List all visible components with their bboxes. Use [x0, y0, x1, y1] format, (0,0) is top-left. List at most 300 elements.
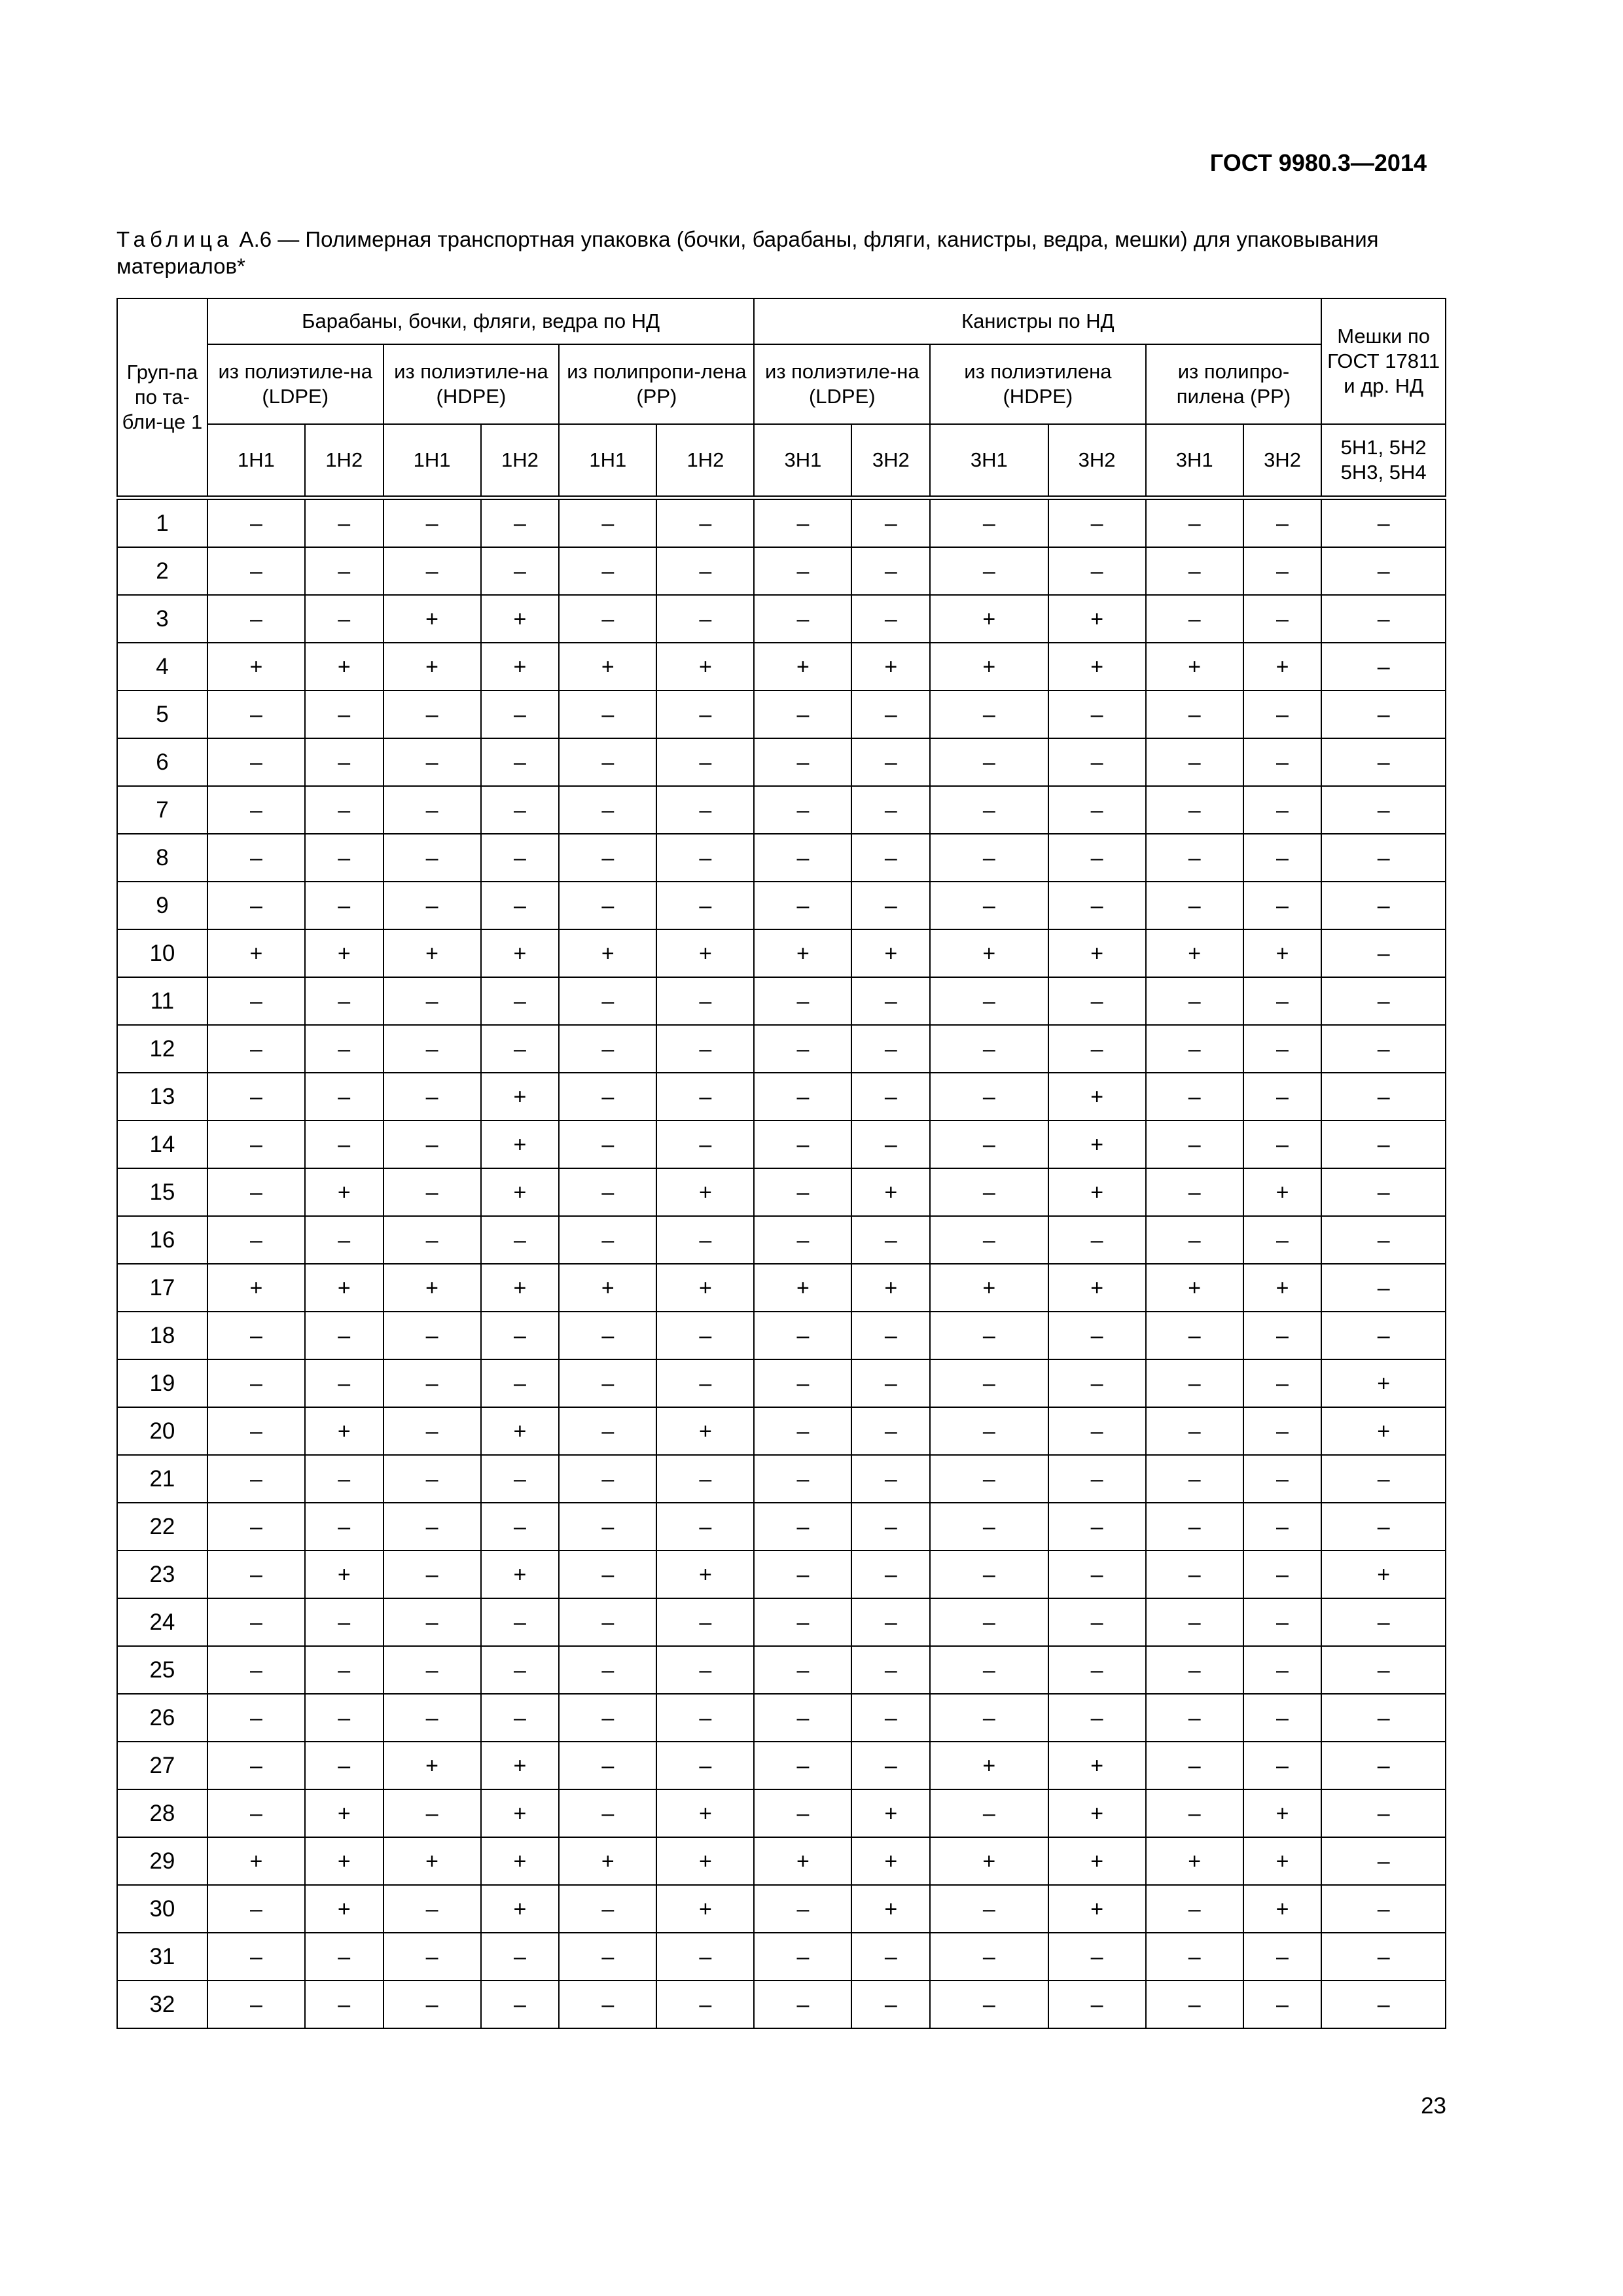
header-drums: Барабаны, бочки, фляги, ведра по НД: [207, 298, 755, 344]
table-cell: –: [481, 1359, 560, 1407]
table-cell: –: [851, 1455, 930, 1503]
subheader-drums-hdpe: из полиэтиле-на (HDPE): [383, 344, 560, 424]
table-cell: –: [1321, 1742, 1446, 1789]
table-cell: –: [207, 1885, 305, 1933]
table-cell: –: [383, 1359, 481, 1407]
table-cell: –: [1048, 1503, 1146, 1551]
table-cell: –: [1146, 786, 1243, 834]
table-cell: +: [559, 1837, 656, 1885]
table-row: [117, 1407, 1446, 1455]
table-cell: –: [1243, 1121, 1322, 1168]
subheader-canisters-pp: из полипро-пилена (PP): [1146, 344, 1322, 424]
table-cell: +: [851, 1264, 930, 1312]
table-cell: –: [305, 1312, 383, 1359]
table-cell: –: [207, 1359, 305, 1407]
table-cell: –: [851, 498, 930, 548]
table-cell: –: [1321, 1121, 1446, 1168]
table-cell: –: [383, 1073, 481, 1121]
code-header: 3H1: [930, 424, 1048, 498]
table-cell: +: [656, 1264, 754, 1312]
table-cell: –: [754, 834, 851, 882]
table-cell: –: [559, 498, 656, 548]
table-cell: –: [383, 1933, 481, 1981]
table-cell: –: [1146, 1551, 1243, 1598]
table-cell: –: [1321, 1168, 1446, 1216]
table-cell: –: [305, 1981, 383, 2028]
table-cell: –: [559, 1121, 656, 1168]
table-cell: +: [481, 1885, 560, 1933]
table-row: [117, 1885, 1446, 1933]
table-cell: –: [1146, 547, 1243, 595]
table-cell: –: [207, 834, 305, 882]
table-cell: –: [383, 1503, 481, 1551]
table-cell: –: [851, 595, 930, 643]
table-cell: –: [1146, 1789, 1243, 1837]
table-cell: –: [1048, 1598, 1146, 1646]
table-cell: –: [930, 1121, 1048, 1168]
subheader-drums-ldpe: из полиэтиле-на (LDPE): [207, 344, 383, 424]
table-cell: –: [1243, 786, 1322, 834]
table-cell: –: [851, 1503, 930, 1551]
table-cell: –: [930, 1025, 1048, 1073]
table-cell: –: [305, 547, 383, 595]
table-cell: –: [754, 1312, 851, 1359]
group-number: 12: [117, 1025, 207, 1073]
table-cell: +: [754, 1837, 851, 1885]
table-cell: –: [754, 1646, 851, 1694]
table-cell: –: [1243, 1359, 1322, 1407]
table-cell: –: [481, 882, 560, 929]
table-row: [117, 1168, 1446, 1216]
table-cell: –: [1321, 1837, 1446, 1885]
table-cell: –: [207, 786, 305, 834]
table-row: [117, 1933, 1446, 1981]
table-cell: –: [851, 691, 930, 738]
table-cell: +: [1048, 1121, 1146, 1168]
table-cell: –: [207, 738, 305, 786]
table-cell: –: [851, 1598, 930, 1646]
table-cell: –: [930, 1981, 1048, 2028]
subheader-canisters-hdpe: из полиэтилена (HDPE): [930, 344, 1146, 424]
table-cell: –: [930, 1694, 1048, 1742]
table-cell: –: [851, 1694, 930, 1742]
table-cell: +: [754, 1264, 851, 1312]
table-cell: +: [207, 643, 305, 691]
table-cell: +: [930, 1742, 1048, 1789]
table-cell: –: [383, 691, 481, 738]
table-cell: –: [754, 1216, 851, 1264]
table-cell: –: [930, 1598, 1048, 1646]
table-cell: –: [559, 1407, 656, 1455]
table-cell: –: [1321, 1073, 1446, 1121]
table-cell: +: [305, 929, 383, 977]
table-cell: +: [930, 595, 1048, 643]
table-cell: –: [1321, 1503, 1446, 1551]
subheader-drums-pp: из полипропи-лена (PP): [559, 344, 754, 424]
table-cell: –: [559, 595, 656, 643]
table-cell: –: [481, 1216, 560, 1264]
table-cell: –: [207, 1933, 305, 1981]
table-cell: –: [930, 1885, 1048, 1933]
table-cell: +: [1243, 1885, 1322, 1933]
table-cell: –: [207, 1789, 305, 1837]
table-cell: –: [754, 786, 851, 834]
table-cell: –: [851, 1312, 930, 1359]
table-cell: –: [1243, 738, 1322, 786]
table-row: [117, 547, 1446, 595]
table-cell: –: [207, 1551, 305, 1598]
table-cell: –: [1146, 1073, 1243, 1121]
subheader-canisters-ldpe: из полиэтиле-на (LDPE): [754, 344, 930, 424]
table-cell: –: [559, 1025, 656, 1073]
table-cell: –: [1048, 1407, 1146, 1455]
table-cell: –: [754, 1455, 851, 1503]
group-number: 26: [117, 1694, 207, 1742]
table-cell: –: [1048, 498, 1146, 548]
table-cell: –: [1048, 786, 1146, 834]
table-cell: +: [481, 595, 560, 643]
table-cell: –: [383, 498, 481, 548]
table-cell: –: [207, 882, 305, 929]
table-row: [117, 834, 1446, 882]
table-cell: –: [559, 1789, 656, 1837]
table-cell: –: [1243, 498, 1322, 548]
table-cell: –: [207, 1981, 305, 2028]
table-cell: +: [656, 1885, 754, 1933]
table-cell: –: [207, 1455, 305, 1503]
table-cell: –: [1321, 1455, 1446, 1503]
table-cell: +: [1321, 1407, 1446, 1455]
table-cell: +: [305, 1885, 383, 1933]
table-cell: –: [1048, 1933, 1146, 1981]
table-cell: –: [930, 977, 1048, 1025]
table-row: [117, 1455, 1446, 1503]
table-cell: +: [656, 1837, 754, 1885]
table-cell: –: [930, 1359, 1048, 1407]
table-cell: +: [1146, 643, 1243, 691]
table-row: [117, 595, 1446, 643]
table-cell: –: [559, 547, 656, 595]
table-cell: –: [851, 1025, 930, 1073]
table-cell: –: [656, 691, 754, 738]
table-cell: –: [207, 977, 305, 1025]
group-number: 3: [117, 595, 207, 643]
group-number: 29: [117, 1837, 207, 1885]
table-row: [117, 1598, 1446, 1646]
group-number: 8: [117, 834, 207, 882]
table-cell: –: [1146, 595, 1243, 643]
table-cell: –: [930, 1551, 1048, 1598]
table-cell: –: [851, 1216, 930, 1264]
table-cell: –: [1321, 498, 1446, 548]
table-cell: –: [1321, 691, 1446, 738]
table-cell: +: [1048, 1073, 1146, 1121]
table-cell: –: [1048, 1694, 1146, 1742]
table-cell: –: [1048, 691, 1146, 738]
code-header: 3H2: [851, 424, 930, 498]
code-header: 1H2: [305, 424, 383, 498]
table-cell: –: [559, 1981, 656, 2028]
page-number: 23: [1421, 2093, 1446, 2119]
table-cell: +: [207, 929, 305, 977]
table-row: [117, 1025, 1446, 1073]
table-cell: –: [1243, 1551, 1322, 1598]
table-cell: –: [754, 1885, 851, 1933]
table-cell: –: [305, 1073, 383, 1121]
table-cell: +: [851, 1789, 930, 1837]
table-cell: –: [305, 1646, 383, 1694]
table-cell: –: [559, 691, 656, 738]
table-cell: –: [754, 1073, 851, 1121]
table-row: [117, 1646, 1446, 1694]
document-header: ГОСТ 9980.3—2014: [1209, 149, 1427, 176]
table-cell: –: [305, 882, 383, 929]
table-cell: –: [1048, 738, 1146, 786]
table-cell: +: [1243, 643, 1322, 691]
table-cell: +: [481, 1407, 560, 1455]
table-row: [117, 1694, 1446, 1742]
table-cell: –: [851, 1073, 930, 1121]
table-cell: –: [1321, 929, 1446, 977]
table-cell: –: [383, 1646, 481, 1694]
table-cell: –: [1243, 1025, 1322, 1073]
table-cell: –: [1146, 1933, 1243, 1981]
table-cell: –: [851, 1742, 930, 1789]
table-cell: –: [1321, 1264, 1446, 1312]
table-row: [117, 691, 1446, 738]
table-cell: –: [1321, 595, 1446, 643]
table-cell: –: [1146, 691, 1243, 738]
table-cell: –: [851, 786, 930, 834]
table-cell: +: [481, 929, 560, 977]
table-cell: –: [1146, 1025, 1243, 1073]
code-header: 3H2: [1243, 424, 1322, 498]
group-number: 22: [117, 1503, 207, 1551]
table-cell: –: [754, 1359, 851, 1407]
table-cell: –: [1321, 1312, 1446, 1359]
table-cell: +: [1243, 1837, 1322, 1885]
table-cell: –: [305, 595, 383, 643]
code-header: 1H1: [207, 424, 305, 498]
table-cell: –: [559, 1455, 656, 1503]
table-cell: –: [1243, 1312, 1322, 1359]
table-cell: +: [305, 643, 383, 691]
group-number: 16: [117, 1216, 207, 1264]
table-cell: –: [930, 738, 1048, 786]
table-cell: +: [1321, 1551, 1446, 1598]
table-cell: +: [1048, 1837, 1146, 1885]
table-row: [117, 1551, 1446, 1598]
table-cell: –: [481, 1694, 560, 1742]
table-row: [117, 1216, 1446, 1264]
table-cell: –: [305, 786, 383, 834]
group-number: 30: [117, 1885, 207, 1933]
code-header: 1H2: [481, 424, 560, 498]
table-cell: –: [1146, 1503, 1243, 1551]
table-cell: –: [481, 1646, 560, 1694]
table-cell: –: [851, 1407, 930, 1455]
table-cell: +: [481, 1168, 560, 1216]
table-row: [117, 1981, 1446, 2028]
table-cell: +: [930, 1837, 1048, 1885]
table-cell: –: [851, 882, 930, 929]
table-cell: –: [1243, 691, 1322, 738]
table-cell: –: [1321, 1789, 1446, 1837]
table-cell: –: [207, 498, 305, 548]
group-number: 2: [117, 547, 207, 595]
group-number: 7: [117, 786, 207, 834]
table-cell: –: [1048, 1359, 1146, 1407]
table-cell: –: [481, 834, 560, 882]
table-cell: –: [305, 1503, 383, 1551]
group-number: 9: [117, 882, 207, 929]
table-cell: –: [1243, 1503, 1322, 1551]
table-cell: –: [1146, 738, 1243, 786]
table-cell: –: [1146, 1885, 1243, 1933]
table-cell: +: [754, 643, 851, 691]
table-cell: –: [851, 1359, 930, 1407]
table-row: [117, 977, 1446, 1025]
table-cell: –: [383, 1216, 481, 1264]
table-cell: –: [305, 1455, 383, 1503]
table-cell: +: [1243, 1789, 1322, 1837]
table-cell: –: [1243, 1646, 1322, 1694]
table-cell: +: [1321, 1359, 1446, 1407]
table-cell: –: [1146, 882, 1243, 929]
table-cell: –: [207, 595, 305, 643]
table-cell: –: [207, 691, 305, 738]
table-cell: –: [656, 1981, 754, 2028]
table-cell: –: [559, 1168, 656, 1216]
code-header: 1H1: [383, 424, 481, 498]
table-row: [117, 929, 1446, 977]
table-cell: +: [383, 929, 481, 977]
code-header: 5H1, 5H2 5H3, 5H4: [1321, 424, 1446, 498]
table-cell: –: [1243, 595, 1322, 643]
table-cell: –: [305, 1694, 383, 1742]
table-cell: –: [383, 786, 481, 834]
table-cell: –: [383, 834, 481, 882]
table-cell: –: [1321, 643, 1446, 691]
table-row: [117, 1789, 1446, 1837]
table-cell: –: [851, 1551, 930, 1598]
group-number: 27: [117, 1742, 207, 1789]
table-cell: –: [851, 1933, 930, 1981]
table-cell: –: [930, 1073, 1048, 1121]
table-cell: +: [930, 929, 1048, 977]
table-cell: +: [481, 1121, 560, 1168]
group-number: 6: [117, 738, 207, 786]
table-cell: –: [656, 1742, 754, 1789]
table-cell: –: [1243, 1694, 1322, 1742]
table-cell: –: [656, 977, 754, 1025]
table-cell: –: [754, 1694, 851, 1742]
table-cell: –: [1321, 1646, 1446, 1694]
table-cell: +: [305, 1407, 383, 1455]
table-cell: –: [1321, 738, 1446, 786]
table-cell: –: [207, 1646, 305, 1694]
table-cell: –: [754, 1025, 851, 1073]
table-cell: –: [930, 547, 1048, 595]
group-number: 13: [117, 1073, 207, 1121]
table-cell: –: [754, 691, 851, 738]
table-cell: –: [383, 1407, 481, 1455]
table-cell: +: [851, 1837, 930, 1885]
table-cell: –: [851, 1646, 930, 1694]
table-cell: –: [1321, 786, 1446, 834]
table-cell: –: [754, 1789, 851, 1837]
table-cell: –: [383, 1885, 481, 1933]
group-number: 1: [117, 498, 207, 548]
table-cell: –: [1048, 1025, 1146, 1073]
table-row: [117, 1264, 1446, 1312]
table-row: [117, 1742, 1446, 1789]
compatibility-table: [116, 298, 1446, 2029]
table-row: [117, 643, 1446, 691]
table-cell: –: [930, 1503, 1048, 1551]
table-cell: –: [1243, 1598, 1322, 1646]
table-cell: +: [851, 643, 930, 691]
table-cell: –: [754, 1598, 851, 1646]
table-cell: –: [481, 786, 560, 834]
table-cell: –: [1243, 1455, 1322, 1503]
table-cell: –: [656, 595, 754, 643]
table-cell: –: [383, 1598, 481, 1646]
table-cell: –: [481, 1981, 560, 2028]
table-cell: +: [481, 1264, 560, 1312]
table-cell: –: [481, 1933, 560, 1981]
table-cell: –: [1243, 882, 1322, 929]
code-header: 3H1: [1146, 424, 1243, 498]
table-cell: –: [305, 1598, 383, 1646]
table-cell: –: [754, 498, 851, 548]
table-cell: –: [1048, 977, 1146, 1025]
table-cell: –: [383, 1121, 481, 1168]
table-cell: –: [207, 1598, 305, 1646]
table-cell: –: [851, 1121, 930, 1168]
table-cell: +: [383, 1264, 481, 1312]
table-cell: –: [383, 1981, 481, 2028]
table-cell: –: [305, 1933, 383, 1981]
table-cell: –: [383, 1694, 481, 1742]
table-cell: –: [656, 1646, 754, 1694]
table-cell: +: [1146, 1264, 1243, 1312]
table-cell: –: [207, 1742, 305, 1789]
table-cell: –: [481, 1025, 560, 1073]
table-cell: –: [207, 1312, 305, 1359]
table-cell: –: [1321, 834, 1446, 882]
table-cell: +: [383, 643, 481, 691]
table-cell: –: [754, 882, 851, 929]
table-cell: +: [1243, 1264, 1322, 1312]
table-cell: –: [656, 1359, 754, 1407]
caption-prefix: Таблица: [116, 227, 234, 251]
table-cell: –: [559, 834, 656, 882]
table-cell: –: [754, 1933, 851, 1981]
table-cell: –: [930, 1216, 1048, 1264]
table-cell: –: [305, 498, 383, 548]
table-cell: +: [656, 1168, 754, 1216]
table-cell: –: [559, 738, 656, 786]
table-row: [117, 1121, 1446, 1168]
caption-text: А.6 — Полимерная транспортная упаковка (бочки, барабаны, фляги, канистры, ведра, мешки) для упаковывания материалов*: [116, 227, 1379, 278]
table-cell: –: [559, 1742, 656, 1789]
table-cell: –: [1048, 547, 1146, 595]
group-number: 18: [117, 1312, 207, 1359]
table-cell: –: [656, 1073, 754, 1121]
table-row: [117, 1312, 1446, 1359]
table-cell: –: [305, 738, 383, 786]
